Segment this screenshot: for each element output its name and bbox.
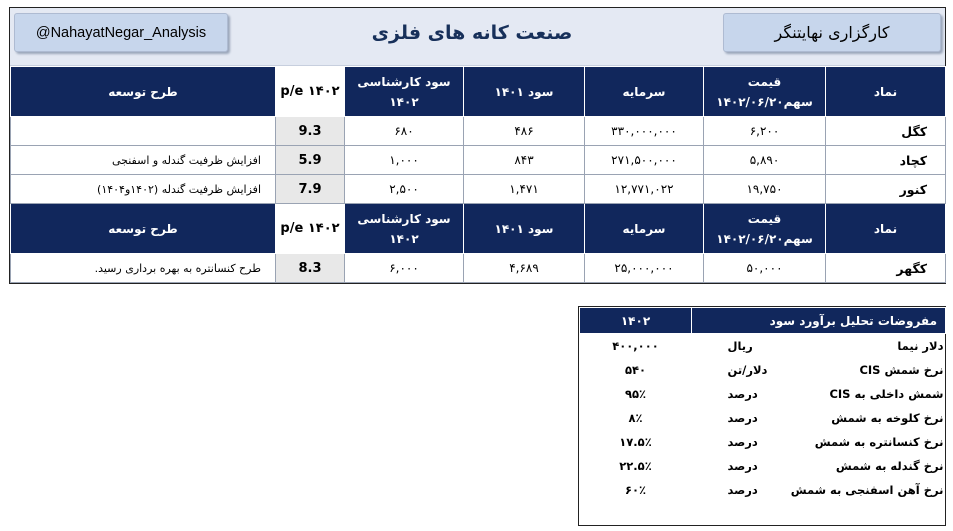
col-profit-1401: سود ۱۴۰۱ [464,204,585,254]
assumptions-title: مفروضات تحلیل برآورد سود [692,308,946,334]
col-plan: طرح توسعه [11,67,276,117]
assumptions-year: ۱۴۰۲ [580,308,692,334]
assumptions-panel [578,306,946,526]
cell-pe: 9.3 [276,117,345,146]
cell-expert-profit: ۲,۵۰۰ [345,175,464,204]
handle-badge: @NahayatNegar_Analysis [14,13,228,52]
cell-capital: ۱۲,۷۷۱,۰۲۲ [585,175,704,204]
col-symbol: نماد [826,67,946,117]
assumption-row [580,478,946,502]
cell-capital: ۳۳۰,۰۰۰,۰۰۰ [585,117,704,146]
cell-profit-1401: ۴,۶۸۹ [464,254,585,283]
assumption-label: شمش داخلی به CIS [829,386,944,401]
companies-table [10,66,946,283]
col-symbol: نماد [826,204,946,254]
col-capital: سرمایه [585,204,704,254]
cell-profit-1401: ۸۴۳ [464,146,585,175]
cell-price: ۶,۲۰۰ [704,117,826,146]
cell-pe: 5.9 [276,146,345,175]
assumptions-header [580,308,946,334]
col-capital: سرمایه [585,67,704,117]
assumption-label-cell [692,430,946,454]
cell-plan: طرح کنسانتره به بهره برداری رسید. [11,254,276,283]
cell-expert-profit: ۶,۰۰۰ [345,254,464,283]
agency-badge: کارگزاری نهایتنگر [723,13,941,52]
assumption-value: ۲۲.۵٪ [619,458,652,473]
assumption-unit: درصد [727,458,758,473]
assumption-unit: درصد [727,482,758,497]
assumption-label: نرخ گندله به شمش [835,458,944,473]
col-expert-profit: سود کارشناسی ۱۴۰۲ [345,204,464,254]
col-price: قیمت سهم۱۴۰۲/۰۶/۲۰ [704,67,826,117]
assumptions-table [579,307,946,502]
table-header-row [11,67,946,117]
cell-expert-profit: ۶۸۰ [345,117,464,146]
assumption-row [580,430,946,454]
assumption-unit: دلار/تن [727,362,768,377]
assumption-row [580,454,946,478]
col-expert-profit: سود کارشناسی ۱۴۰۲ [345,67,464,117]
cell-plan: افزایش ظرفیت گندله و اسفنجی [11,146,276,175]
assumption-label: نرخ کلوخه به شمش [831,410,944,425]
cell-profit-1401: ۴۸۶ [464,117,585,146]
col-price: قیمت سهم۱۴۰۲/۰۶/۲۰ [704,204,826,254]
assumption-value: ۶۰٪ [624,482,647,497]
cell-price: ۵,۸۹۰ [704,146,826,175]
main-frame [9,7,946,284]
assumption-label: نرخ شمش CIS [859,362,944,377]
assumption-unit: ریال [727,338,753,353]
assumption-label: نرخ آهن اسفنجی به شمش [790,482,944,497]
cell-symbol: کنور [826,175,946,204]
cell-plan: افزایش ظرفیت گندله (۱۴۰۲و۱۴۰۴) [11,175,276,204]
assumption-label-cell [692,454,946,478]
assumption-value: ۵۴۰ [624,362,647,377]
cell-price: ۱۹,۷۵۰ [704,175,826,204]
table-row [11,117,946,146]
col-pe: p/e ۱۴۰۲ [276,67,345,117]
assumption-value: ۱۷.۵٪ [619,434,652,449]
assumption-value: ۹۵٪ [624,386,647,401]
assumption-unit: درصد [727,434,758,449]
assumption-unit: درصد [727,410,758,425]
assumption-label-cell [692,382,946,406]
cell-capital: ۲۵,۰۰۰,۰۰۰ [585,254,704,283]
assumption-label-cell [692,358,946,382]
header-band [10,8,945,66]
assumption-unit: درصد [727,386,758,401]
page-title: صنعت کانه های فلزی [371,22,573,44]
assumption-row [580,358,946,382]
table-row [11,254,946,283]
cell-expert-profit: ۱,۰۰۰ [345,146,464,175]
assumption-value: ۸٪ [628,410,643,425]
assumption-row [580,334,946,358]
assumption-label-cell [692,478,946,502]
cell-symbol: کگهر [826,254,946,283]
col-pe: p/e ۱۴۰۲ [276,204,345,254]
assumption-label-cell [692,334,946,358]
col-plan: طرح توسعه [11,204,276,254]
assumption-label: دلار نیما [897,338,944,353]
cell-symbol: کچاد [826,146,946,175]
table-row [11,175,946,204]
table-header-row-2 [11,204,946,254]
cell-plan [11,117,276,146]
cell-price: ۵۰,۰۰۰ [704,254,826,283]
cell-pe: 8.3 [276,254,345,283]
assumption-row [580,382,946,406]
assumption-row [580,406,946,430]
cell-capital: ۲۷۱,۵۰۰,۰۰۰ [585,146,704,175]
assumption-value: ۴۰۰,۰۰۰ [612,338,659,353]
assumption-label: نرخ کنسانتره به شمش [814,434,944,449]
table-row [11,146,946,175]
col-profit-1401: سود ۱۴۰۱ [464,67,585,117]
cell-symbol: کگل [826,117,946,146]
cell-profit-1401: ۱,۴۷۱ [464,175,585,204]
assumption-label-cell [692,406,946,430]
cell-pe: 7.9 [276,175,345,204]
